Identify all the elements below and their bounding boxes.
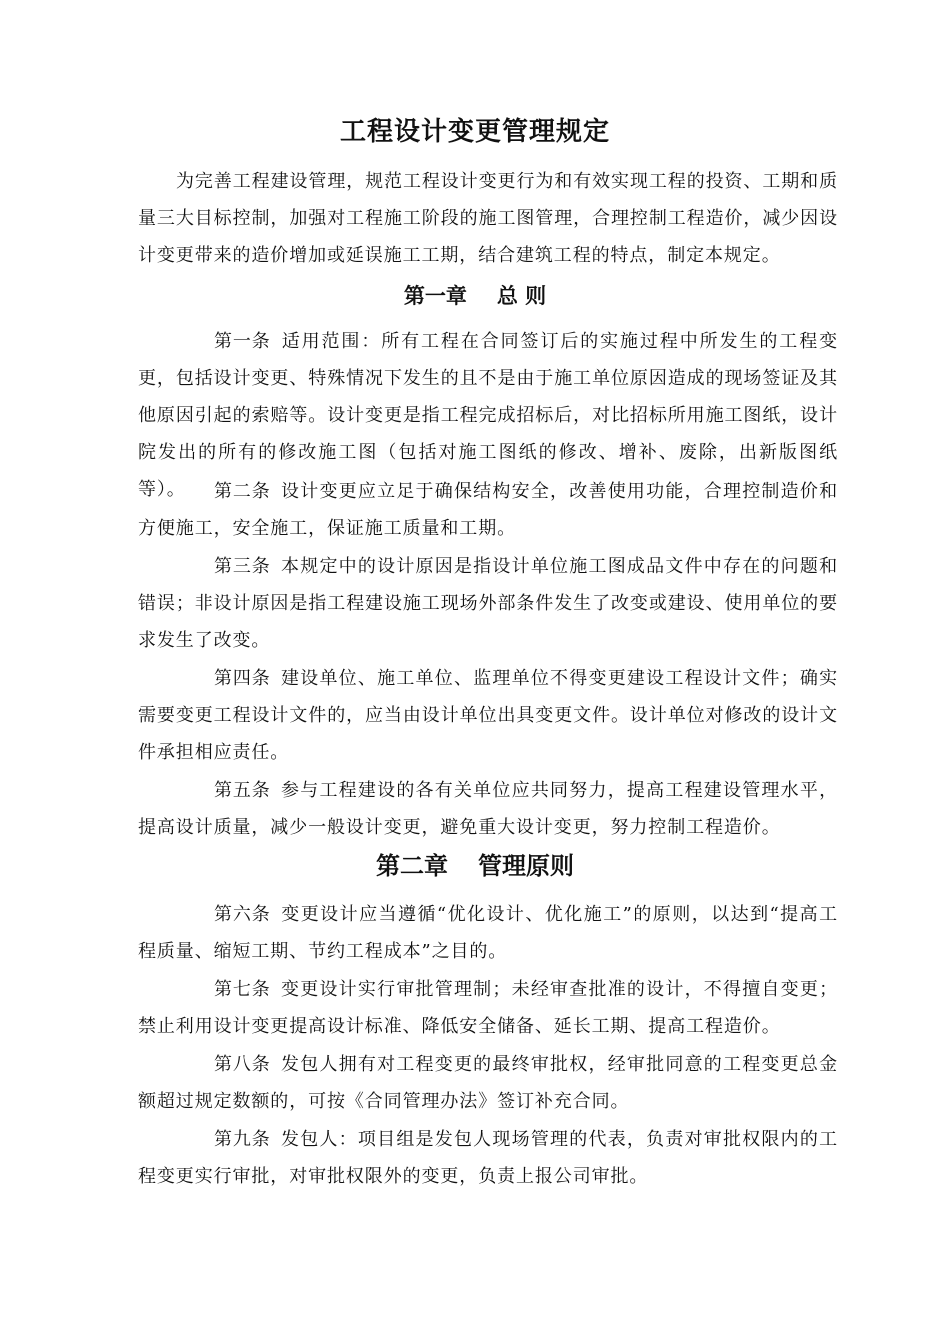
article-5	[138, 772, 838, 846]
article-9-text: 发包人：项目组是发包人现场管理的代表，负责对审批权限内的工程变更实行审批，对审批权限外的变更，负责上报公司审批。	[138, 1129, 838, 1187]
article-3-text: 本规定中的设计原因是指设计单位施工图成品文件中存在的问题和错误；非设计原因是指工程建设施工现场外部条件发生了改变或建设、使用单位的要求发生了改变。	[138, 556, 838, 651]
article-4-text: 建设单位、施工单位、监理单位不得变更建设工程设计文件；确实需要变更工程设计文件的，应当由设计单位出具变更文件。设计单位对修改的设计文件承担相应责任。	[138, 668, 838, 763]
article-7	[138, 971, 838, 1045]
article-5-text: 参与工程建设的各有关单位应共同努力，提高工程建设管理水平，提高设计质量，减少一般设计变更，避免重大设计变更，努力控制工程造价。	[138, 780, 838, 838]
chapter-2-heading	[0, 846, 950, 886]
article-4	[138, 660, 838, 771]
article-3	[138, 548, 838, 659]
chapter-1-heading	[0, 276, 950, 316]
article-4-number: 第四条	[214, 668, 271, 689]
article-1-text: 适用范围：所有工程在合同签订后的实施过程中所发生的工程变更，包括设计变更、特殊情况下发生的且不是由于施工单位原因造成的现场签证及其他原因引起的索赔等。设计变更是指工程完成招标后，对比招标所用施工图纸，设计院发出的所有的修改施工图（包括对施工图纸的修改、增补、废除，出新版图纸等）。	[138, 331, 838, 500]
article-8	[138, 1046, 838, 1120]
article-1-number: 第一条	[214, 331, 271, 352]
article-9-number: 第九条	[214, 1129, 271, 1150]
article-7-text: 变更设计实行审批管理制；未经审查批准的设计，不得擅自变更；禁止利用设计变更提高设计标准、降低安全储备、延长工期、提高工程造价。	[138, 979, 838, 1037]
article-5-number: 第五条	[214, 780, 271, 801]
document-title: 工程设计变更管理规定	[339, 117, 610, 147]
article-2	[138, 473, 838, 547]
article-3-number: 第三条	[214, 556, 271, 577]
chapter-2-title: 管理原则	[478, 852, 574, 880]
article-8-number: 第八条	[214, 1054, 271, 1075]
article-6-number: 第六条	[214, 904, 271, 925]
article-2-text: 设计变更应立足于确保结构安全，改善使用功能，合理控制造价和方便施工，安全施工，保证施工质量和工期。	[138, 481, 838, 539]
chapter-1-title: 总 则	[496, 284, 547, 308]
article-6	[138, 896, 838, 970]
article-8-text: 发包人拥有对工程变更的最终审批权，经审批同意的工程变更总金额超过规定数额的，可按《合同管理办法》签订补充合同。	[138, 1054, 838, 1112]
article-7-number: 第七条	[214, 979, 271, 1000]
article-9	[138, 1121, 838, 1195]
chapter-1-number: 第一章	[403, 284, 467, 308]
intro-paragraph: 为完善工程建设管理，规范工程设计变更行为和有效实现工程的投资、工期和质量三大目标控制，加强对工程施工阶段的施工图管理，合理控制工程造价，减少因设计变更带来的造价增加或延误施工工期，结合建筑工程的特点，制定本规定。	[138, 171, 838, 266]
chapter-2-number: 第二章	[376, 852, 448, 880]
article-6-text: 变更设计应当遵循“优化设计、优化施工”的原则，以达到“提高工程质量、缩短工期、节约工程成本”之目的。	[138, 904, 838, 962]
article-2-number: 第二条	[214, 481, 271, 502]
